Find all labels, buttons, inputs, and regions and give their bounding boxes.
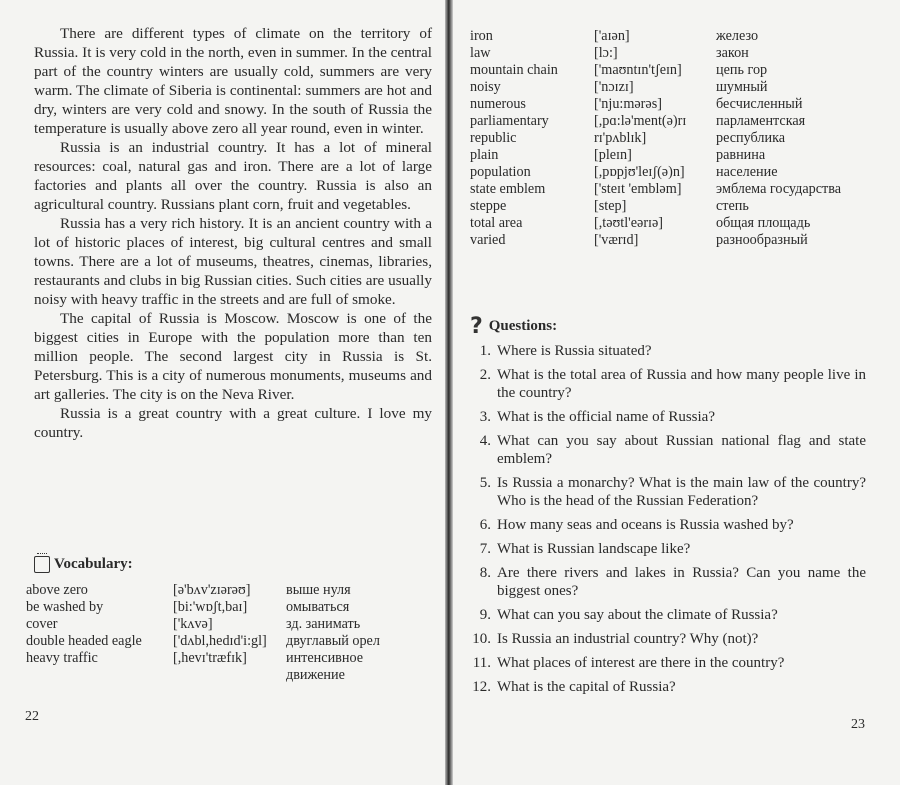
question-text: What can you say about the climate of Russia? [497, 607, 778, 623]
question-item [470, 606, 866, 624]
question-text: Is Russia an industrial country? Why (not)? [497, 631, 759, 647]
vocabulary-row [470, 164, 841, 181]
vocabulary-word: population [470, 164, 531, 180]
vocabulary-transcription: [ə'bʌv'zɪərəʊ] [173, 582, 251, 598]
vocabulary-row [470, 45, 841, 62]
vocabulary-transcription: [,pɑ:lə'ment(ə)rɪ [594, 113, 687, 129]
vocabulary-word: mountain chain [470, 62, 558, 78]
vocabulary-translation: республика [716, 130, 786, 146]
vocabulary-transcription: [,hevɪ'træfɪk] [173, 650, 247, 666]
vocabulary-row [470, 79, 841, 96]
vocabulary-word: steppe [470, 198, 507, 214]
question-text: Are there rivers and lakes in Russia? Can you name the biggest ones? [497, 565, 866, 599]
vocabulary-translation: общая площадь [716, 215, 811, 231]
vocabulary-transcription: ['dʌbl,hedɪd'i:gl] [173, 633, 267, 649]
vocabulary-transcription: ['kʌvə] [173, 616, 213, 632]
vocabulary-row [26, 650, 380, 667]
vocabulary-translation: выше нуля [286, 582, 351, 598]
vocabulary-translation: цепь гор [716, 62, 768, 78]
question-text: What is the total area of Russia and how many people live in the country? [497, 367, 866, 401]
question-text: What is Russian landscape like? [497, 541, 691, 557]
question-item [470, 366, 866, 402]
vocabulary-transcription: [,təʊtl'eərɪə] [594, 215, 664, 231]
vocabulary-row [470, 130, 841, 147]
vocabulary-translation: зд. занимать [286, 616, 361, 632]
questions-title: Questions: [488, 318, 558, 334]
vocabulary-transcription: [pleɪn] [594, 147, 632, 163]
vocabulary-translation: население [716, 164, 778, 180]
vocabulary-word: double headed eagle [26, 633, 142, 649]
question-text: Is Russia a monarchy? What is the main law of the country? Who is the head of the Russian Federation? [497, 475, 866, 509]
question-number: 11. [472, 655, 491, 671]
vocabulary-translation: двуглавый орел [286, 633, 380, 649]
vocabulary-transcription [173, 667, 286, 684]
vocabulary-transcription: [step] [594, 198, 627, 214]
vocabulary-word: noisy [470, 79, 501, 95]
vocabulary-translation: равнина [716, 147, 766, 163]
vocabulary-word: heavy traffic [26, 650, 98, 666]
vocabulary-word: numerous [470, 96, 526, 112]
vocabulary-row [470, 28, 841, 45]
vocabulary-translation: закон [716, 45, 749, 61]
paragraph-history: Russia has a very rich history. It is an ancient country with a lot of historic places of interest, big cultural centres and small towns. There are a lot of museums, theatres, cinemas, libraries, restaurants and clubs in big Russian cities. Such cities are usually noisy with heavy traffic in the streets and are full of smoke. [34, 215, 432, 308]
question-number: 6. [479, 517, 491, 533]
vocabulary-row [26, 667, 380, 684]
vocabulary-transcription: [lɔ:] [594, 45, 618, 61]
question-number: 12. [472, 679, 491, 695]
question-number: 5. [479, 475, 491, 491]
vocabulary-row [470, 147, 841, 164]
question-text: What places of interest are there in the country? [497, 655, 785, 671]
vocabulary-row [26, 599, 380, 616]
vocabulary-table-right [470, 28, 841, 249]
question-item [470, 654, 866, 672]
question-number: 9. [479, 607, 491, 623]
vocabulary-row [26, 633, 380, 650]
question-number: 2. [479, 367, 491, 383]
question-text: How many seas and oceans is Russia washed by? [497, 517, 794, 533]
vocabulary-row [470, 96, 841, 113]
vocabulary-row [26, 616, 380, 633]
vocabulary-word: state emblem [470, 181, 546, 197]
vocabulary-word: parliamentary [470, 113, 549, 129]
vocabulary-transcription: ['værɪd] [594, 232, 639, 248]
question-item [470, 342, 866, 360]
question-item [470, 630, 866, 648]
question-number: 7. [479, 541, 491, 557]
question-number: 8. [479, 565, 491, 581]
vocabulary-row [470, 232, 841, 249]
vocabulary-word: republic [470, 130, 517, 146]
vocabulary-translation: эмблема государства [716, 181, 842, 197]
vocabulary-translation: железо [716, 28, 759, 44]
vocabulary-word: varied [470, 232, 506, 248]
vocabulary-transcription: ['nju:mərəs] [594, 96, 662, 112]
paragraph-climate: There are different types of climate on the territory of Russia. It is very cold in the north, even in summer. In the central part of the country winters are usually cold, summers are very warm. The climate of Siberia is continental: summers are hot and dry, winters are very cold and snowy. In the south of Russia the temperature is usually above zero all year round, even in winter. [34, 25, 432, 137]
vocabulary-transcription: ['steɪt 'embləm] [594, 181, 682, 197]
vocabulary-transcription: [,pɒpjʊ'leɪʃ(ə)n] [594, 164, 685, 180]
questions-heading [470, 314, 557, 339]
question-item [470, 474, 866, 510]
question-number: 3. [479, 409, 491, 425]
question-item [470, 432, 866, 468]
question-text: What is the capital of Russia? [497, 679, 676, 695]
paragraph-capital: The capital of Russia is Moscow. Moscow is one of the biggest cities in Europe with the population more than ten million people. The second largest city in Russia is St. Petersburg. This is a city of numerous monuments, museums and art galleries. The city is on the Neva River. [34, 310, 432, 403]
vocabulary-row [470, 215, 841, 232]
vocabulary-table-left [26, 582, 380, 684]
question-mark-icon: ? [470, 314, 483, 339]
question-number: 10. [472, 631, 491, 647]
question-item [470, 540, 866, 558]
vocabulary-transcription: ['aɪən] [594, 28, 630, 44]
page-number-left: 22 [25, 709, 39, 724]
question-text: What can you say about Russian national flag and state emblem? [497, 433, 866, 467]
question-item [470, 564, 866, 600]
vocabulary-row [26, 582, 380, 599]
vocabulary-translation: бесчисленный [716, 96, 803, 112]
question-item [470, 408, 866, 426]
vocabulary-word: be washed by [26, 599, 104, 615]
vocabulary-row [470, 62, 841, 79]
vocabulary-word: above zero [26, 582, 88, 598]
vocabulary-translation: парламентская [716, 113, 806, 129]
vocabulary-title: Vocabulary: [54, 556, 133, 572]
book-icon [34, 556, 50, 573]
vocabulary-translation: движение [286, 667, 345, 683]
question-number: 1. [479, 343, 491, 359]
vocabulary-word [26, 667, 173, 684]
vocabulary-word: total area [470, 215, 523, 231]
vocabulary-translation: шумный [716, 79, 768, 95]
paragraph-industry: Russia is an industrial country. It has a lot of mineral resources: coal, natural gas and iron. There are a lot of large factories and plants all over the country. Russia is also an agricultural country. Russians plant corn, fruit and vegetables. [34, 139, 432, 213]
vocabulary-transcription: [bi:'wɒʃt,baɪ] [173, 599, 248, 615]
vocabulary-translation: омываться [286, 599, 350, 615]
page-number-right: 23 [851, 717, 865, 732]
vocabulary-translation: интенсивное [286, 650, 364, 666]
vocabulary-row [470, 181, 841, 198]
vocabulary-word: iron [470, 28, 493, 44]
vocabulary-row [470, 113, 841, 130]
vocabulary-transcription: rɪ'pʌblɪk] [594, 130, 647, 146]
vocabulary-translation: степь [716, 198, 749, 214]
vocabulary-word: law [470, 45, 491, 61]
vocabulary-word: plain [470, 147, 499, 163]
question-text: What is the official name of Russia? [497, 409, 715, 425]
vocabulary-heading [34, 556, 133, 573]
question-item [470, 678, 866, 696]
vocabulary-translation: разнообразный [716, 232, 808, 248]
vocabulary-row [470, 198, 841, 215]
vocabulary-transcription: ['maʊntɪn'tʃeɪn] [594, 62, 682, 78]
questions-list [470, 342, 866, 702]
paragraph-conclusion: Russia is a great country with a great culture. I love my country. [34, 405, 432, 441]
question-text: Where is Russia situated? [497, 343, 652, 359]
left-page-text [34, 24, 432, 442]
vocabulary-transcription: ['nɔɪzɪ] [594, 79, 634, 95]
question-item [470, 516, 866, 534]
question-number: 4. [479, 433, 491, 449]
vocabulary-word: cover [26, 616, 58, 632]
